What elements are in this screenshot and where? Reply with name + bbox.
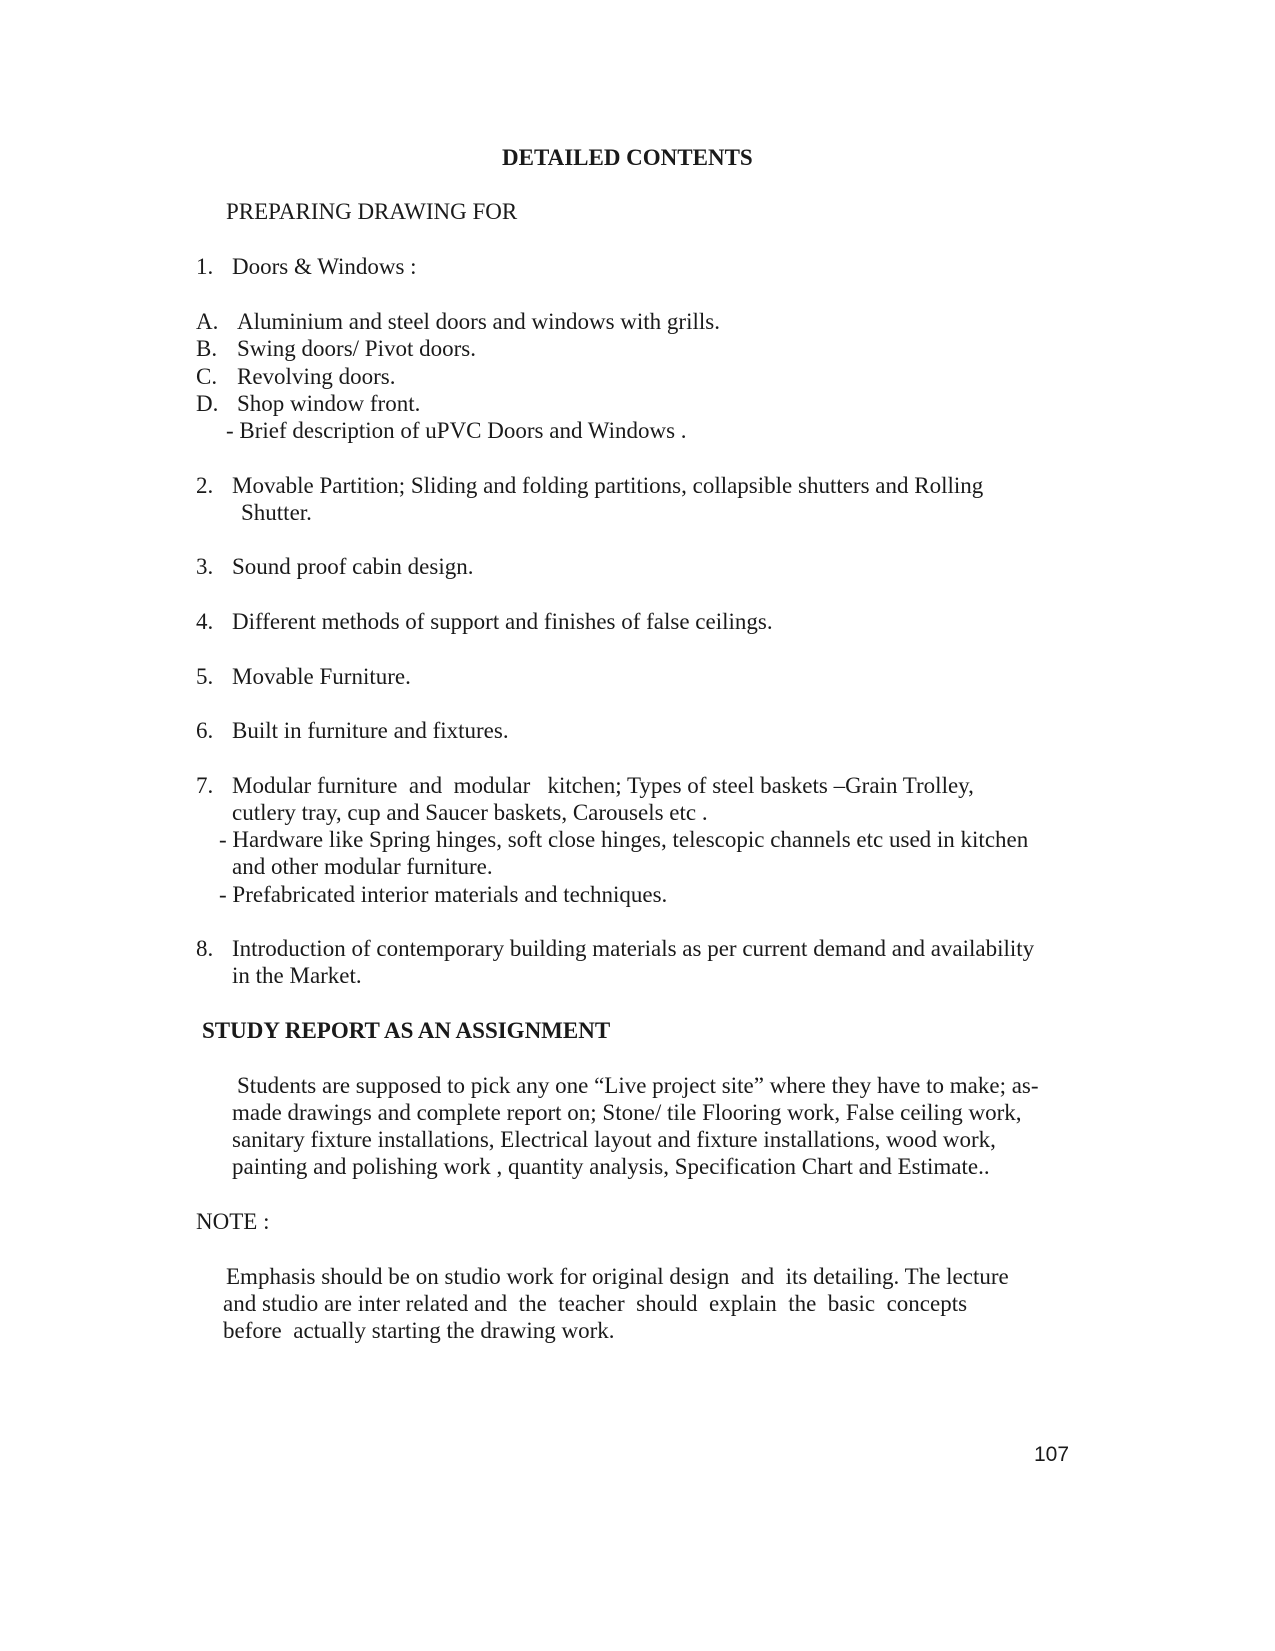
- paragraph-line: sanitary fixture installations, Electrical layout and fixture installations, wood work,: [232, 1127, 996, 1152]
- item-text: Different methods of support and finishes of false ceilings.: [232, 609, 773, 634]
- page-number: 107: [1034, 1443, 1070, 1466]
- sub-item-text: Shop window front.: [237, 391, 421, 416]
- item-text: Movable Furniture.: [232, 664, 411, 689]
- sub-item-text: Aluminium and steel doors and windows with grills.: [237, 309, 720, 334]
- section-heading: STUDY REPORT AS AN ASSIGNMENT: [202, 1018, 611, 1043]
- paragraph-line: painting and polishing work , quantity analysis, Specification Chart and Estimate..: [232, 1154, 990, 1179]
- item-text: Modular furniture and modular kitchen; Types of steel baskets –Grain Trolley,: [232, 773, 974, 798]
- sub-item-letter: D.: [196, 391, 219, 416]
- item-text: Sound proof cabin design.: [232, 554, 474, 579]
- paragraph-line: made drawings and complete report on; Stone/ tile Flooring work, False ceiling work,: [232, 1100, 1022, 1125]
- item-text-continued: in the Market.: [232, 963, 362, 988]
- item-number: 8.: [196, 936, 214, 961]
- item-note: - Prefabricated interior materials and techniques.: [219, 882, 668, 907]
- item-text: Built in furniture and fixtures.: [232, 718, 509, 743]
- item-number: 4.: [196, 609, 214, 634]
- item-note-continued: and other modular furniture.: [232, 854, 493, 879]
- item-number: 5.: [196, 664, 214, 689]
- paragraph-line: and studio are inter related and the teacher should explain the basic concepts: [223, 1291, 968, 1316]
- item-number: 3.: [196, 554, 214, 579]
- item-number: 7.: [196, 773, 214, 798]
- item-text: Movable Partition; Sliding and folding partitions, collapsible shutters and Rolling: [232, 473, 984, 498]
- paragraph-line: Students are supposed to pick any one “Live project site” where they have to make; as-: [237, 1073, 1039, 1098]
- item-text: Doors & Windows :: [232, 254, 417, 279]
- page-title: DETAILED CONTENTS: [502, 145, 753, 170]
- item-note: - Brief description of uPVC Doors and Windows .: [226, 418, 687, 443]
- sub-item-letter: B.: [196, 336, 218, 361]
- intro-text: PREPARING DRAWING FOR: [226, 199, 518, 224]
- item-text-continued: Shutter.: [241, 500, 312, 525]
- sub-item-letter: C.: [196, 364, 218, 389]
- item-text: Introduction of contemporary building materials as per current demand and availability: [232, 936, 1035, 961]
- item-number: 6.: [196, 718, 214, 743]
- item-text-continued: cutlery tray, cup and Saucer baskets, Carousels etc .: [232, 800, 708, 825]
- sub-item-letter: A.: [196, 309, 219, 334]
- sub-item-text: Revolving doors.: [237, 364, 396, 389]
- note-heading: NOTE :: [196, 1209, 270, 1234]
- paragraph-line: Emphasis should be on studio work for original design and its detailing. The lecture: [226, 1264, 1009, 1289]
- item-number: 1.: [196, 254, 214, 279]
- sub-item-text: Swing doors/ Pivot doors.: [237, 336, 476, 361]
- item-number: 2.: [196, 473, 214, 498]
- paragraph-line: before actually starting the drawing work.: [223, 1318, 615, 1343]
- item-note: - Hardware like Spring hinges, soft close hinges, telescopic channels etc used in kitchen: [219, 827, 1029, 852]
